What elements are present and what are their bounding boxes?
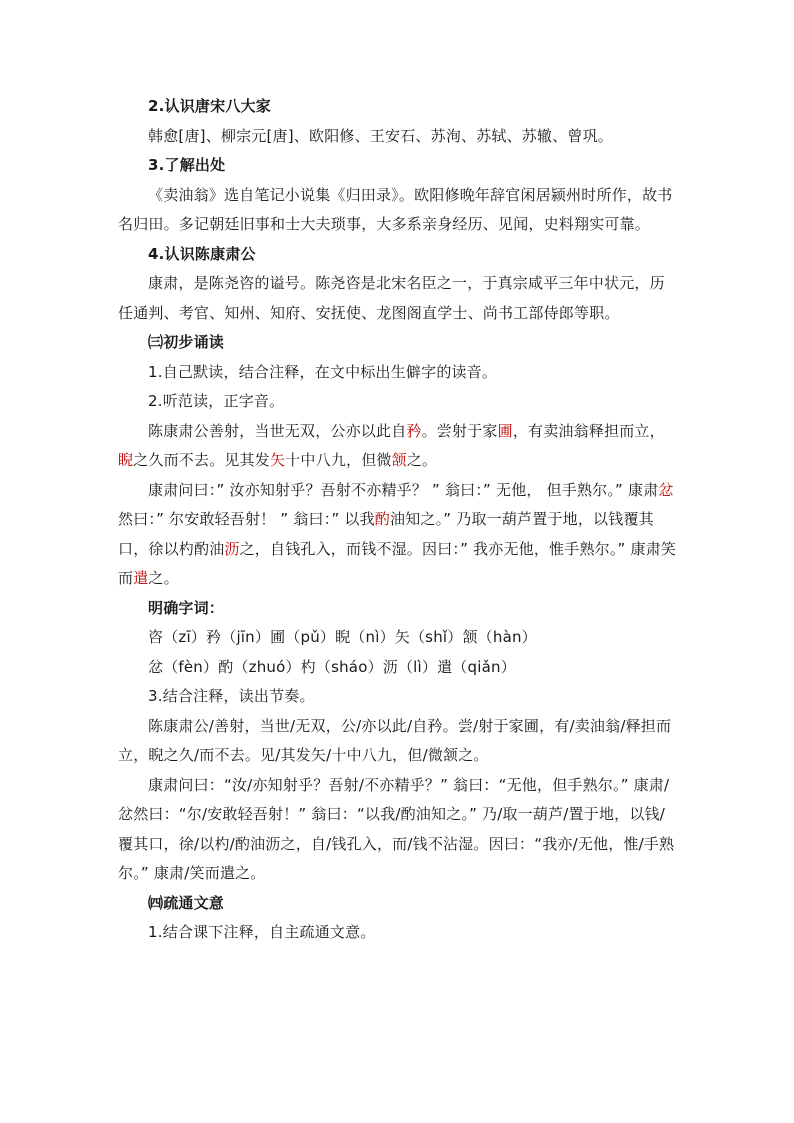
- highlighted-word: 睨: [118, 451, 134, 469]
- passage-text: ，有卖油翁释担而立，: [512, 421, 665, 440]
- highlighted-word: 沥: [224, 539, 240, 558]
- passage-paragraph-1: [118, 417, 678, 476]
- vocabulary-line-2: 忿（fèn）酌（zhuó）杓（sháo）沥（lì）遣（qiǎn）: [148, 657, 516, 676]
- passage-text: 之。: [406, 451, 438, 469]
- part-3-heading: ㈢初步诵读: [148, 333, 225, 351]
- passage-text: 康肃问曰：” 汝亦知射乎？吾射不亦精乎？ ” 翁曰：” 无他， 但手熟尔。” 康肃: [148, 480, 659, 499]
- section-4-heading: 4.认识陈康肃公: [148, 244, 256, 263]
- comprehension-step-1: 1.结合课下注释，自主疏通文意。: [148, 923, 376, 941]
- highlighted-word: 颔: [391, 451, 407, 469]
- passage-text: 之。: [148, 569, 179, 587]
- passage-text: 之久而不去。见其发: [133, 451, 271, 469]
- passage-text: 油知之。” 乃取一葫芦置于地，以钱覆其口，徐以杓酌油: [118, 510, 654, 558]
- passage-text: 之，自钱孔入，而钱不湿。因曰：” 我亦无他，惟手熟尔。” 康肃笑而: [118, 539, 677, 587]
- highlighted-word: 矢: [270, 451, 286, 469]
- vocabulary-line-1: 咨（zī）矜（jīn）圃（pǔ）睨（nì）矢（shǐ）颔（hàn）: [148, 628, 537, 646]
- passage-text: 然曰：” 尔安敢轻吾射！ ” 翁曰：” 以我: [118, 510, 375, 528]
- passage-text: 十中八九，但微: [285, 451, 392, 469]
- highlighted-word: 酌: [374, 510, 390, 528]
- highlighted-word: 忿: [658, 480, 674, 499]
- highlighted-word: 圃: [497, 421, 513, 440]
- highlighted-word: 矜: [406, 421, 422, 440]
- section-3-text: 《卖油翁》选自笔记小说集《归田录》。欧阳修晚年辞官闲居颍州时所作，故书名归田。多记朝廷旧事和士大夫琐事，大多系亲身经历、见闻，史料翔实可靠。: [118, 185, 673, 233]
- document-page: [118, 92, 678, 948]
- rhythm-paragraph-2: 康肃问曰：“汝/亦知射乎？吾射/不亦精乎？” 翁曰：“无他，但手熟尔。” 康肃/忿然曰：“尔/安敢轻吾射！” 翁曰：“以我/酌油知之。” 乃/取一葫芦/置于地，以钱/覆其口，徐/以杓/酌油沥之，自/钱孔入，而/钱不沾湿。因曰：“我亦/无他，惟/手熟尔。” 康肃/笑而遣之。: [118, 775, 675, 882]
- vocabulary-heading: 明确字词：: [148, 598, 225, 617]
- highlighted-word: 遣: [133, 569, 149, 587]
- part-4-heading: ㈣疏通文意: [148, 893, 225, 912]
- section-3-heading: 3.了解出处: [148, 156, 226, 174]
- passage-text: 陈康肃公善射，当世无双，公亦以此自: [148, 421, 407, 440]
- passage-text: 。尝射于家: [421, 421, 498, 440]
- reading-step-3: 3.结合注释，读出节奏。: [148, 687, 315, 705]
- reading-step-2: 2.听范读，正字音。: [148, 392, 285, 410]
- section-4-text: 康肃，是陈尧咨的谥号。陈尧咨是北宋名臣之一，于真宗咸平三年中状元，历任通判、考官、知州、知府、安抚使、龙图阁直学士、尚书工部侍郎等职。: [118, 274, 665, 322]
- passage-paragraph-2: [118, 476, 678, 594]
- reading-step-1: 1.自己默读，结合注释，在文中标出生僻字的读音。: [148, 362, 498, 381]
- section-2-text: 韩愈[唐]、柳宗元[唐]、欧阳修、王安石、苏洵、苏轼、苏辙、曾巩。: [148, 126, 614, 145]
- rhythm-paragraph-1: 陈康肃公/善射，当世/无双，公/亦以此/自矜。尝/射于家圃，有/卖油翁/释担而立，睨之久/而不去。见/其发矢/十中八九，但/微颔之。: [118, 716, 672, 764]
- section-2-heading: 2.认识唐宋八大家: [148, 97, 271, 115]
